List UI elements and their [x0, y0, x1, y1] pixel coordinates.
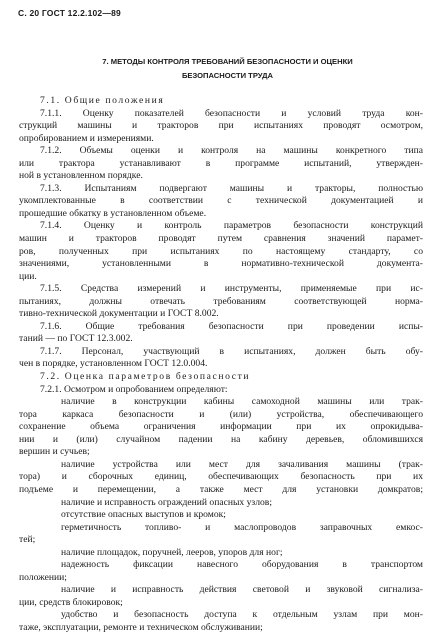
- text-line: струкций машины и тракторов при испытаниях проводят осмотром,: [19, 120, 423, 132]
- text-line: ции, средств блокировок;: [19, 596, 123, 608]
- text-line: надежность фиксации навесного оборудования в транспортом: [61, 559, 423, 571]
- text-line: герметичность топливо- и маслопроводов заправочных емкос-: [61, 521, 423, 533]
- text-line: наличие в конструкции кабины самоходной машины или трак-: [61, 396, 423, 408]
- text-line: ров, полученных при испытаниях по настоящему стандарту, со: [19, 245, 423, 257]
- text-line: нии и (или) случайном падении на кабину деревьев, обломившихся: [19, 433, 423, 445]
- text-line: наличие устройства или мест для зачаливания машины (трак-: [61, 458, 423, 470]
- text-line: чен в порядке, установленном ГОСТ 12.0.004.: [19, 358, 208, 370]
- page-header: С. 20 ГОСТ 12.2.102—89: [18, 8, 121, 18]
- text-line: тивно-технической документации и ГОСТ 8.002.: [19, 308, 219, 320]
- text-line: или трактора устанавливают в программе испытаний, утвержден-: [19, 157, 423, 169]
- text-line: тора) и сборочных единиц, обеспечивающих безопасность при их: [19, 471, 423, 483]
- text-line: вершин и сучьев;: [19, 446, 90, 458]
- text-line: 7.1.3. Испытаниям подвергают машины и тракторы, полностью: [40, 182, 423, 194]
- text-line: наличие и исправность действия световой и звуковой сигнализа-: [61, 584, 423, 596]
- text-line: ции.: [19, 270, 37, 282]
- body-text: [19, 95, 423, 635]
- text-line: 7.1.7. Персонал, участвующий в испытаниях, должен быть обу-: [40, 345, 423, 357]
- text-line: опробированием и измерениями.: [19, 132, 154, 144]
- section-title-line-2: БЕЗОПАСНОСТИ ТРУДА: [181, 71, 274, 80]
- text-line: наличие площадок, поручней, лееров, упоров для ног;: [61, 546, 283, 558]
- text-line: положении;: [19, 571, 67, 583]
- text-line: сохранение объема ограничения информации при их опрокидыва-: [19, 421, 423, 433]
- text-line: 7.1.4. Оценку и контроль параметров безопасности конструкций: [40, 220, 423, 232]
- text-line: значениями, установленными в нормативно-технической документа-: [19, 258, 423, 270]
- text-line: таже, эксплуатации, ремонте и техническом обслуживании;: [19, 621, 263, 633]
- subsection-heading: 7.2. Оценка параметров безопасности: [40, 371, 251, 383]
- text-line: подъеме и перемещении, а также мест для установки домкратов;: [19, 483, 423, 495]
- text-line: таний — по ГОСТ 12.3.002.: [19, 333, 133, 345]
- text-line: отсутствие опасных выступов и кромок;: [61, 509, 226, 521]
- section-title-line-1: 7. МЕТОДЫ КОНТРОЛЯ ТРЕБОВАНИЙ БЕЗОПАСНОСТИ И ОЦЕНКИ: [102, 57, 353, 66]
- text-line: тей;: [19, 534, 36, 546]
- text-line: удобство и безопасность доступа к отдельным узлам при мон-: [61, 609, 423, 621]
- text-line: пытаниях, должны отвечать требованиям соответствующей норма-: [19, 295, 423, 307]
- subsection-heading: 7.1. Общие положения: [40, 95, 165, 106]
- text-line: 7.2.1. Осмотром и опробованием определяют:: [40, 383, 228, 395]
- text-line: наличие и исправность ограждений опасных узлов;: [61, 496, 272, 508]
- text-line: машин и тракторов проводят путем сравнения значений парамет-: [19, 233, 423, 245]
- text-line: 7.1.1. Оценку показателей безопасности и условий труда кон-: [40, 107, 423, 119]
- text-line: 7.1.2. Объемы оценки и контроля на машины конкретного типа: [40, 145, 423, 157]
- text-line: 7.1.5. Средства измерений и инструменты, применяемые при ис-: [40, 283, 423, 295]
- text-line: укомплектованные в соответствии с технической документацией и: [19, 195, 423, 207]
- text-line: тора каркаса безопасности и (или) устройства, обеспечивающего: [19, 408, 423, 420]
- text-line: 7.1.6. Общие требования безопасности при проведении испы-: [40, 320, 423, 332]
- text-line: ной в установленном порядке.: [19, 170, 143, 182]
- text-line: прошедшие обкатку в установленном объеме.: [19, 207, 207, 219]
